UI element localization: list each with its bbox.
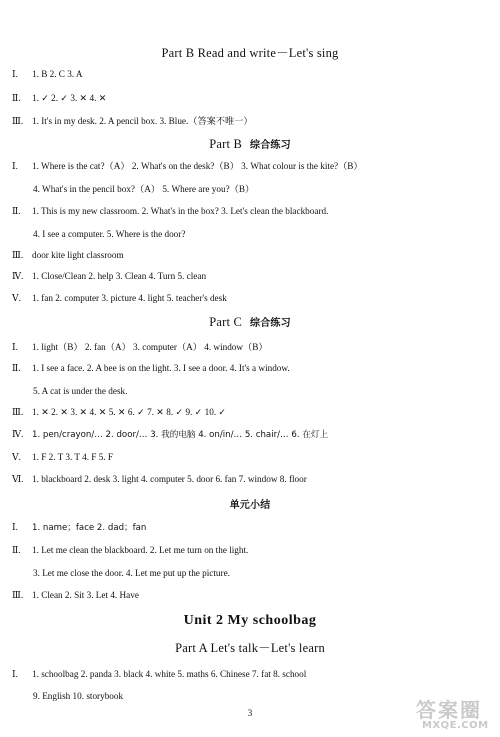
heading-text: Part B Read and write－Let's sing xyxy=(161,46,339,60)
answer-text: 5. A cat is under the desk. xyxy=(33,386,128,396)
section-number: Ⅰ. xyxy=(12,522,18,532)
section-number: Ⅳ. xyxy=(12,429,24,439)
answer-text: 1. B 2. C 3. A xyxy=(32,69,83,79)
answer-line xyxy=(33,228,185,240)
section-number: Ⅱ. xyxy=(12,93,21,103)
answer-line xyxy=(12,544,248,556)
section-number: Ⅰ. xyxy=(12,161,18,171)
answer-text: 1. ✕ 2. ✕ 3. ✕ 4. ✕ 5. ✕ 6. ✓ 7. ✕ 8. ✓ 9. ✓ 10. ✓ xyxy=(32,407,227,417)
heading-unit-summary xyxy=(0,496,500,512)
section-number: Ⅵ. xyxy=(12,474,24,484)
answer-line xyxy=(12,589,139,601)
answer-text: 1. name；face 2. dad；fan xyxy=(32,523,147,533)
answer-text: 1. Where is the cat?（A） 2. What's on the desk?（B） 3. What colour is the kite?（B） xyxy=(32,161,363,171)
answer-line xyxy=(12,292,227,304)
heading-part-b-read-write xyxy=(0,43,500,61)
heading-text: Unit 2 My schoolbag xyxy=(183,613,317,628)
answer-text: door kite light classroom xyxy=(32,250,124,260)
heading-cn: 综合练习 xyxy=(250,140,291,151)
section-number: Ⅲ. xyxy=(12,116,24,126)
answer-line xyxy=(33,385,127,397)
answer-text: 4. What's in the pencil box?（A） 5. Where are you?（B） xyxy=(33,184,255,194)
answer-line xyxy=(12,249,124,261)
answer-text: 1. ✓ 2. ✓ 3. ✕ 4. ✕ xyxy=(32,93,107,103)
answer-line xyxy=(12,521,146,534)
answer-text: 3. Let me close the door. 4. Let me put up the picture. xyxy=(33,568,230,578)
answer-text: 1. Clean 2. Sit 3. Let 4. Have xyxy=(32,590,139,600)
section-number: Ⅲ. xyxy=(12,250,24,260)
section-number: Ⅰ. xyxy=(12,342,18,352)
answer-line xyxy=(12,473,307,485)
section-number: Ⅰ. xyxy=(12,669,18,679)
answer-line xyxy=(12,428,328,441)
answer-text: 1. light（B） 2. fan（A） 3. computer（A） 4. window（B） xyxy=(32,342,268,352)
answer-text: 9. English 10. storybook xyxy=(33,691,124,701)
section-number: Ⅲ. xyxy=(12,407,24,417)
answer-text: 1. F 2. T 3. T 4. F 5. F xyxy=(32,452,114,462)
answer-line xyxy=(12,362,290,374)
section-number: Ⅲ. xyxy=(12,590,24,600)
answer-line xyxy=(12,115,253,127)
answer-line xyxy=(12,205,328,217)
heading-part-c-exercise xyxy=(0,314,500,330)
heading-part-a xyxy=(0,638,500,656)
answer-text: 1. It's in my desk. 2. A pencil box. 3. Blue.（答案不唯一） xyxy=(32,116,253,126)
answer-text: 1. I see a face. 2. A bee is on the light. 3. I see a door. 4. It's a window. xyxy=(32,363,290,373)
section-number: Ⅳ. xyxy=(12,271,24,281)
answer-text: 4. I see a computer. 5. Where is the door? xyxy=(33,229,186,239)
watermark-url: MXQE.COM xyxy=(422,720,489,731)
watermark-text: 答案圈 xyxy=(416,698,482,722)
watermark-logo xyxy=(412,694,494,734)
section-number: Ⅴ. xyxy=(12,293,21,303)
section-number: Ⅰ. xyxy=(12,69,18,79)
answer-line xyxy=(33,567,230,579)
answer-text: 1. Close/Clean 2. help 3. Clean 4. Turn 5. clean xyxy=(32,271,207,281)
section-number: Ⅱ. xyxy=(12,363,21,373)
heading-text: 单元小结 xyxy=(229,500,271,511)
answer-text: 1. blackboard 2. desk 3. light 4. computer 5. door 6. fan 7. window 8. floor xyxy=(32,474,307,484)
answer-line xyxy=(33,690,123,702)
heading-text: Part B xyxy=(209,137,242,151)
answer-text: 1. pen/crayon/… 2. door/… 3. 我的电脑 4. on/in/… 5. chair/… 6. 在灯上 xyxy=(32,430,329,440)
answer-line xyxy=(12,160,363,172)
heading-text: Part A Let's talk－Let's learn xyxy=(175,641,325,655)
heading-text: Part C xyxy=(209,315,242,329)
answer-line xyxy=(12,68,83,80)
section-number: Ⅱ. xyxy=(12,206,21,216)
answer-text: 1. schoolbag 2. panda 3. black 4. white 5. maths 6. Chinese 7. fat 8. school xyxy=(32,669,307,679)
answer-line xyxy=(12,92,106,104)
answer-line xyxy=(12,406,226,418)
heading-unit-2 xyxy=(0,613,500,629)
answer-line xyxy=(12,341,268,353)
answer-line xyxy=(33,183,254,195)
heading-cn: 综合练习 xyxy=(250,318,291,329)
page-number: 3 xyxy=(247,708,253,718)
heading-part-b-exercise xyxy=(0,136,500,152)
section-number: Ⅴ. xyxy=(12,452,21,462)
answer-line xyxy=(12,451,113,463)
answer-text: 1. This is my new classroom. 2. What's in the box? 3. Let's clean the blackboard. xyxy=(32,206,329,216)
section-number: Ⅱ. xyxy=(12,545,21,555)
answer-line xyxy=(12,270,206,282)
answer-text: 1. fan 2. computer 3. picture 4. light 5. teacher's desk xyxy=(32,293,227,303)
answer-text: 1. Let me clean the blackboard. 2. Let me turn on the light. xyxy=(32,545,249,555)
answer-line xyxy=(12,668,306,680)
